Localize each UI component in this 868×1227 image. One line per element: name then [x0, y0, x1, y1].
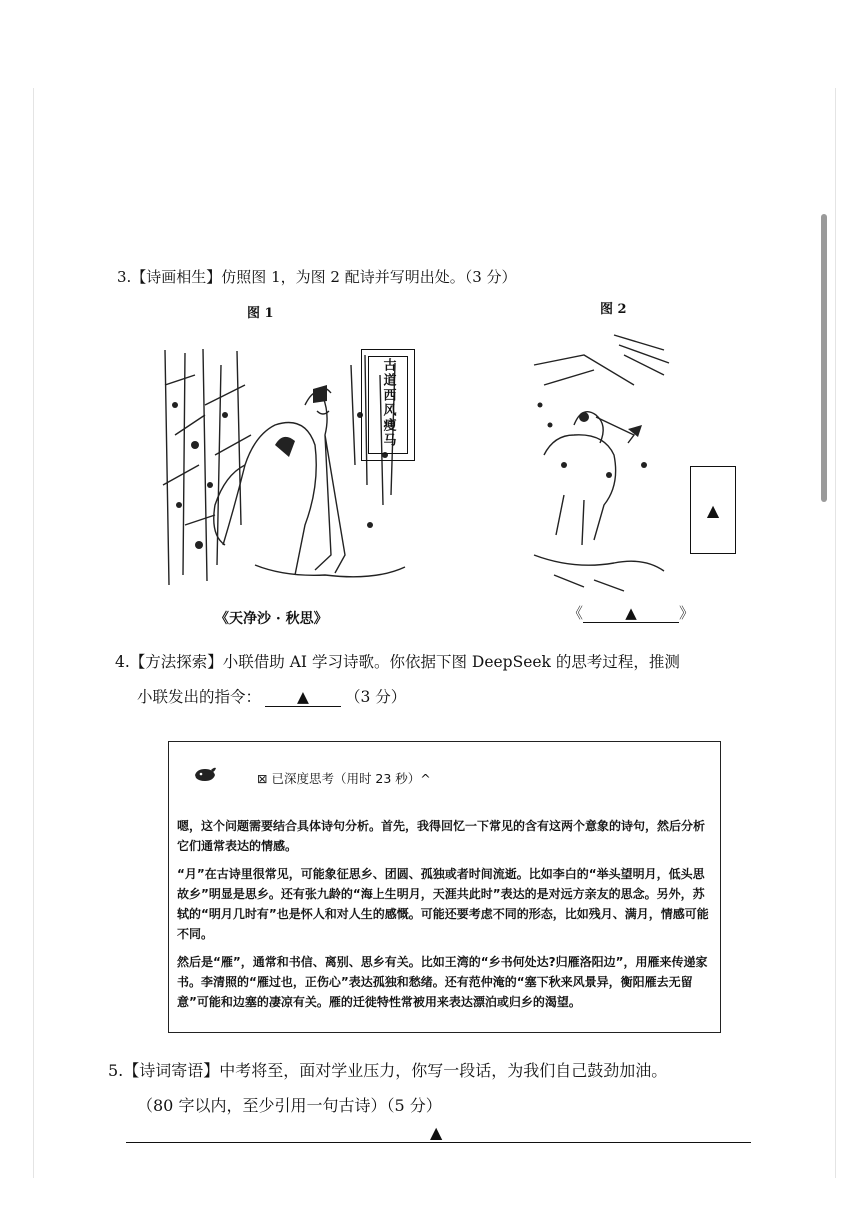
question-5-prompt: 5.【诗词寄语】中考将至，面对学业压力，你写一段话，为我们自己鼓劲加油。	[108, 1061, 668, 1080]
question-3-prompt: 3.【诗画相生】仿照图 1，为图 2 配诗并写明出处。（3 分）	[117, 268, 517, 286]
thinking-paragraph: 嗯，这个问题需要结合具体诗句分析。首先，我得回忆一下常见的含有这两个意象的诗句，然后分析它们通常表达的情感。	[177, 819, 706, 853]
figure-2-poem-placeholder	[690, 466, 736, 554]
figure-2-source-blank[interactable]: ▲	[583, 604, 679, 623]
question-4-prompt-line2: 小联发出的指令： ▲ （3 分）	[137, 688, 407, 706]
question-5-answer-mark: ▲	[430, 1123, 443, 1142]
whale-logo-icon	[193, 766, 217, 784]
thinking-paragraph: 然后是“雁”，通常和书信、离别、思乡有关。比如王湾的“乡书何处达?归雁洛阳边”，用雁来传递家书。李清照的“雁过也，正伤心”表达孤独和愁绪。还有范仲淹的“塞下秋来风景异，衡阳雁去无留意”可能和边塞的凄凉有关。雁的迁徙特性常被用来表达漂泊或归乡的渴望。	[177, 955, 708, 1009]
figure-2-caption: 《 ▲ 》	[568, 604, 695, 622]
deepseek-thinking-panel	[168, 741, 721, 1033]
figure-1-label: 图 1	[247, 306, 274, 321]
question-5-requirements: （80 字以内，至少引用一句古诗）（5 分）	[137, 1096, 442, 1115]
thinking-content	[177, 816, 713, 1012]
figure-1-inscription: 古道西风瘦马	[380, 358, 396, 448]
question-4-answer-blank[interactable]: ▲	[265, 688, 341, 707]
thinking-duration-header[interactable]: ⊠ 已深度思考（用时 23 秒）^	[257, 771, 431, 786]
figure-1-inscription-box	[361, 349, 415, 461]
figure-2-label: 图 2	[600, 302, 627, 317]
figure-1-caption: 《天净沙 · 秋思》	[215, 611, 328, 627]
thinking-paragraph: “月”在古诗里很常见，可能象征思乡、团圆、孤独或者时间流逝。比如李白的“举头望明月，低头思故乡”明显是思乡。还有张九龄的“海上生明月，天涯共此时”表达的是对远方亲友的思念。另外，苏轼的“明月几时有”也是怀人和对人生的感慨。可能还要考虑不同的形态，比如残月、满月，情感可能不同。	[177, 867, 709, 941]
question-4-prompt: 4.【方法探索】小联借助 AI 学习诗歌。你依据下图 DeepSeek 的思考过程，推测	[115, 653, 680, 671]
figure-2-illustration	[524, 325, 674, 595]
scrollbar[interactable]	[821, 214, 827, 502]
question-5-answer-line[interactable]	[126, 1142, 751, 1143]
placeholder-triangle-icon: ▲	[706, 500, 720, 520]
